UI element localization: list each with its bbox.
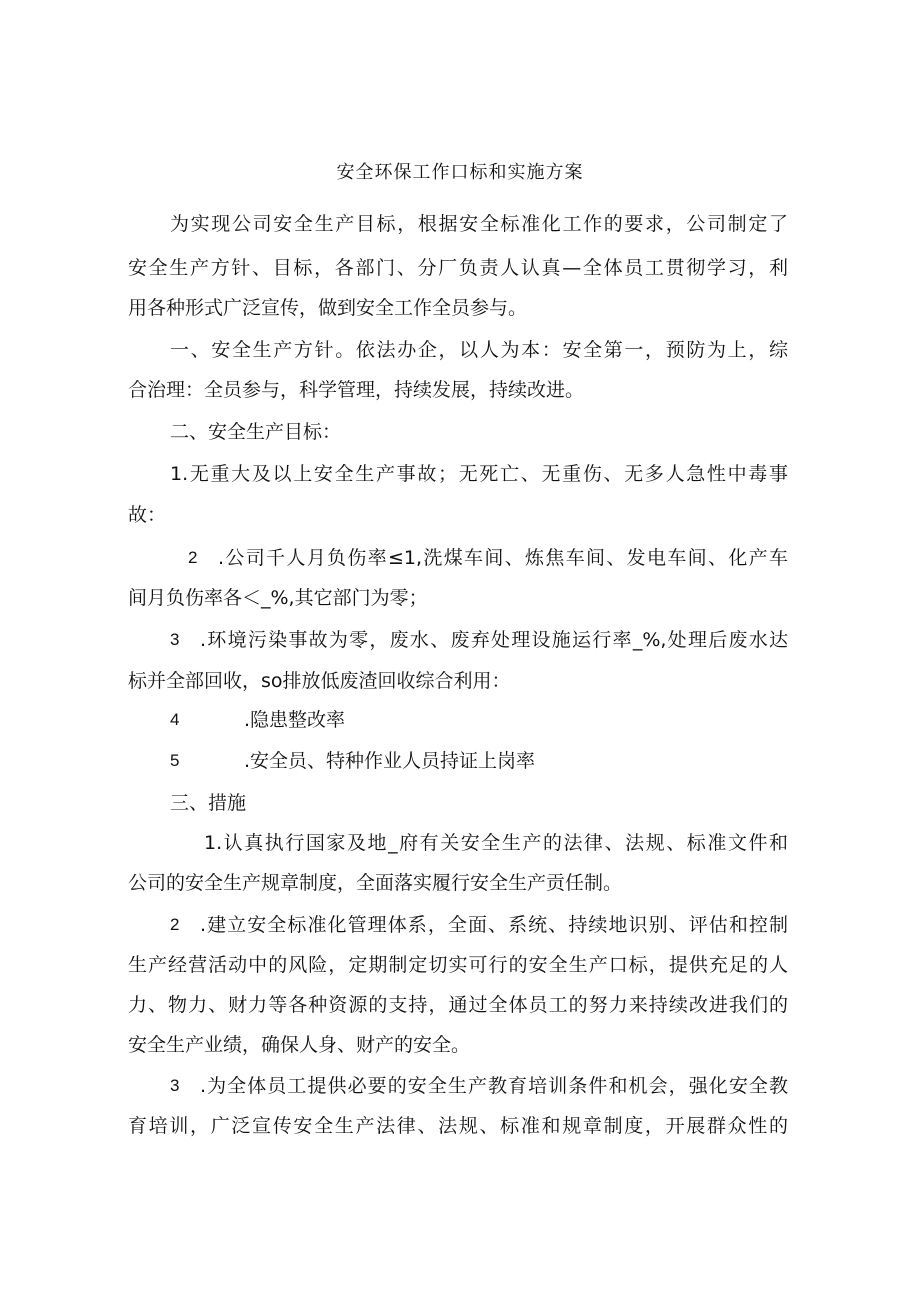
measure-2-line-1: .建立安全标准化管理体系，全面、系统、持续地识别、评估和控制 bbox=[200, 914, 788, 936]
goal-4-text: .隐患整改率 bbox=[244, 709, 346, 731]
section1-line-2: 合治理：全员参与，科学管理，持续发展，持续改进。 bbox=[128, 379, 585, 401]
intro-line-2: 安全生产方针、目标，各部门、分厂负责人认真—全体员工贯彻学习，利 bbox=[128, 257, 788, 279]
measure-2-line-2: 生产经营活动中的风险，定期制定切实可行的安全生产口标，提供充足的人 bbox=[128, 954, 788, 976]
document-title: 安全环保工作口标和实施方案 bbox=[336, 162, 584, 183]
measure-3-number: 3 bbox=[170, 1076, 180, 1095]
measure-3-line-1: .为全体员工提供必要的安全生产教育培训条件和机会，强化安全教 bbox=[200, 1075, 788, 1097]
goal-1-line-1: 1.无重大及以上安全生产事故；无死亡、无重伤、无多人急性中毒事 bbox=[170, 463, 788, 485]
goal-2-number: 2 bbox=[188, 548, 198, 567]
goal-5-number: 5 bbox=[170, 751, 180, 770]
section1-line-1: 一、安全生产方针。依法办企，以人为本：安全第一，预防为上，综 bbox=[170, 339, 788, 361]
section3-heading: 三、措施 bbox=[170, 792, 247, 814]
intro-line-3: 用各种形式广泛宣传，做到安全工作全员参与。 bbox=[128, 297, 528, 319]
measure-1-line-2: 公司的安全生产规章制度，全面落实履行安全生产贡任制。 bbox=[128, 872, 623, 894]
measure-2-line-4: 安全生产业绩，确保人身、财产的安全。 bbox=[128, 1034, 471, 1056]
goal-2-line-1: .公司千人月负伤率≤1,洗煤车间、炼焦车间、发电车间、化产车 bbox=[218, 547, 788, 569]
goal-2-line-2: 间月负伤率各＜_%,其它部门为零； bbox=[128, 587, 428, 609]
goal-3-line-2: 标并全部回收，so排放低废渣回收综合利用： bbox=[128, 670, 511, 692]
measure-2-line-3: 力、物力、财力等各种资源的支持，通过全体员工的努力来持续改进我们的 bbox=[128, 994, 788, 1016]
goal-4-number: 4 bbox=[170, 710, 180, 729]
section2-heading: 二、安全生产目标： bbox=[170, 421, 342, 443]
intro-line-1: 为实现公司安全生产目标，根据安全标准化工作的要求，公司制定了 bbox=[170, 213, 788, 235]
measure-1-line-1: 1.认真执行国家及地_府有关安全生产的法律、法规、标准文件和 bbox=[204, 832, 788, 854]
goal-3-line-1: .环境污染事故为零，废水、废弃处理设施运行率_%,处理后废水达 bbox=[200, 629, 788, 651]
goal-3-number: 3 bbox=[170, 630, 180, 649]
measure-3-line-2: 育培训，广泛宣传安全生产法律、法规、标准和规章制度，开展群众性的 bbox=[128, 1115, 788, 1137]
goal-1-line-2: 故： bbox=[128, 504, 167, 526]
measure-2-number: 2 bbox=[170, 915, 180, 934]
goal-5-text: .安全员、特种作业人员持证上岗率 bbox=[244, 750, 536, 772]
